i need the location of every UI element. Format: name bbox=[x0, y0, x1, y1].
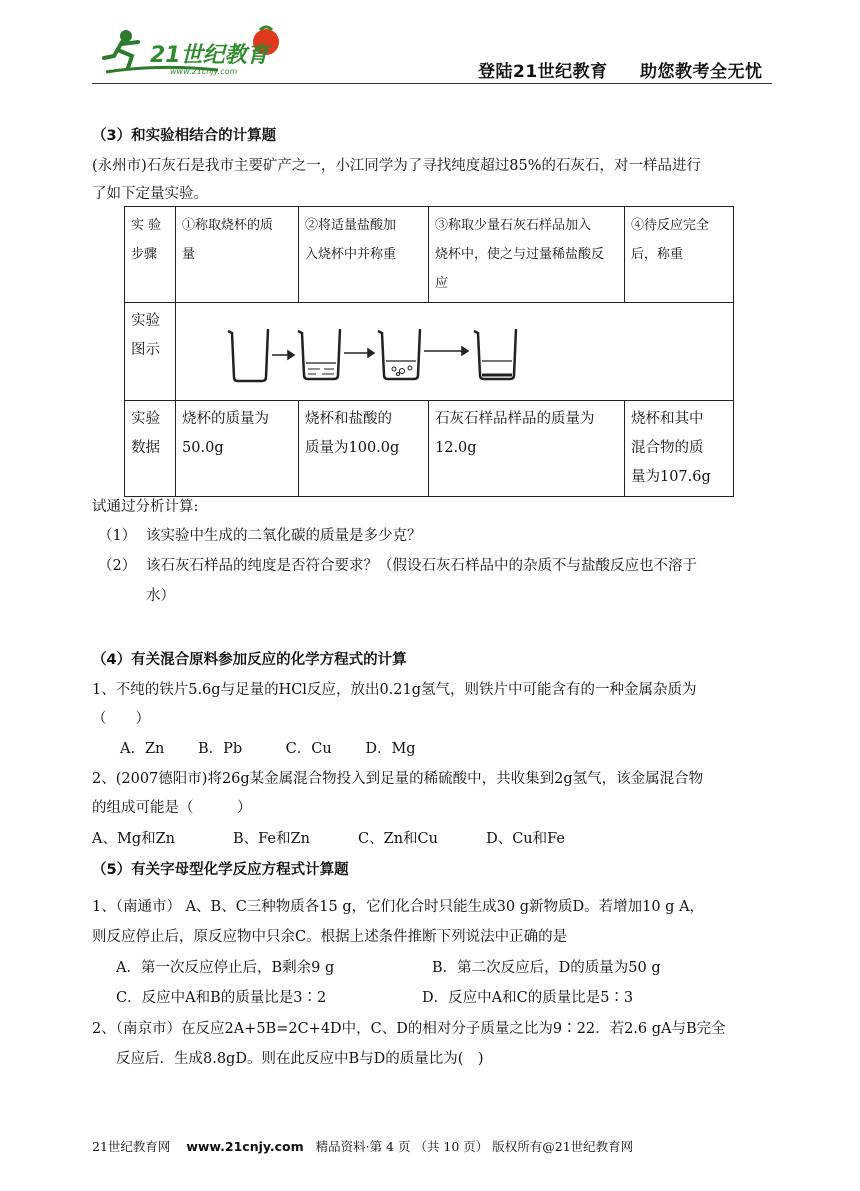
table-cell: 烧杯和其中 混合物的质 量为107.6g bbox=[624, 401, 733, 497]
s5-problem1-line1: 1、（南通市） A、B、C三种物质各15 g，它们化合时只能生成30 g新物质D。若增加10 g A， bbox=[92, 899, 705, 915]
s4-problem1-line2: （ ） bbox=[92, 711, 150, 727]
beaker-acid-icon bbox=[298, 329, 340, 379]
experiment-diagram bbox=[176, 303, 734, 401]
table-head-steps: 实 验 步骤 bbox=[125, 207, 176, 303]
q2-text: 该石灰石样品的纯度是否符合要求？（假设石灰石样品中的杂质不与盐酸反应也不溶于 bbox=[146, 558, 697, 574]
s5-option-a: A．第一次反应停止后，B剩余9 g bbox=[116, 960, 335, 976]
table-cell: 烧杯的质量为 50.0g bbox=[176, 401, 299, 497]
page-footer bbox=[92, 1137, 633, 1155]
section4-heading: （4）有关混合原料参加反应的化学方程式的计算 bbox=[92, 652, 407, 668]
arrow-icon bbox=[424, 347, 468, 355]
s5-option-c: C．反应中A和B的质量比是3∶2 bbox=[116, 990, 327, 1006]
beaker-final-icon bbox=[474, 329, 516, 379]
footer-site: 21世纪教育网 bbox=[92, 1139, 171, 1154]
table-row-data bbox=[125, 401, 734, 497]
s4-problem2-options: A、Mg和Zn B、Fe和Zn C、Zn和Cu D、Cu和Fe bbox=[92, 831, 565, 847]
logo-text: 21世纪教育 bbox=[150, 43, 269, 68]
s4-problem1-options: A．Zn B．Pb C．Cu D．Mg bbox=[120, 741, 416, 757]
beaker-empty-icon bbox=[228, 329, 268, 381]
section5-heading: （5）有关字母型化学反应方程式计算题 bbox=[92, 862, 349, 878]
table-cell: ③称取少量石灰石样品加入 烧杯中，使之与过量稀盐酸反 应 bbox=[429, 207, 625, 303]
experiment-table bbox=[124, 206, 734, 497]
table-cell: 烧杯和盐酸的 质量为100.0g bbox=[299, 401, 429, 497]
footer-page-info: 精品资料·第 4 页 （共 10 页） 版权所有@21世纪教育网 bbox=[315, 1139, 634, 1154]
arrow-icon bbox=[272, 351, 294, 359]
s4-problem2-line1: 2、(2007德阳市)将26g某金属混合物投入到足量的稀硫酸中，共收集到2g氢气，该金属混合物 bbox=[92, 771, 704, 787]
header-site-label: 登陆21世纪教育 bbox=[478, 62, 608, 82]
table-cell: 石灰石样品样品的质量为 12.0g bbox=[429, 401, 625, 497]
header-slogan: 助您教考全无忧 bbox=[640, 62, 763, 82]
s5-option-b: B．第二次反应后，D的质量为50 g bbox=[432, 960, 661, 976]
site-logo bbox=[98, 20, 288, 80]
header-divider bbox=[92, 83, 772, 84]
s5-problem2-line2: 反应后．生成8.8gD。则在此反应中B与D的质量比为( ) bbox=[116, 1051, 484, 1067]
logo-url: www.21cnjy.com bbox=[170, 67, 238, 76]
section3-intro-line2: 了如下定量实验。 bbox=[92, 186, 208, 202]
s5-option-d: D．反应中A和C的质量比是5∶3 bbox=[422, 990, 634, 1006]
table-head-diagram: 实验 图示 bbox=[125, 303, 176, 401]
s5-problem1-line2: 则反应停止后，原反应物中只余C。根据上述条件推断下列说法中正确的是 bbox=[92, 929, 568, 945]
table-cell: ④待反应完全 后，称重 bbox=[624, 207, 733, 303]
table-cell: ②将适量盐酸加 入烧杯中并称重 bbox=[299, 207, 429, 303]
s4-problem2-line2: 的组成可能是（ ） bbox=[92, 800, 252, 816]
s4-problem1-line1: 1、不纯的铁片5.6g与足量的HCl反应，放出0.21g氢气，则铁片中可能含有的一种金属杂质为 bbox=[92, 682, 697, 698]
q2-number: （2） bbox=[98, 558, 137, 574]
arrow-icon bbox=[344, 349, 374, 357]
section3-heading: （3）和实验相结合的计算题 bbox=[92, 128, 277, 144]
table-head-data: 实验 数据 bbox=[125, 401, 176, 497]
section3-intro-line1: (永州市)石灰石是我市主要矿产之一，小江同学为了寻找纯度超过85%的石灰石，对一样品进行 bbox=[92, 158, 702, 174]
table-row-steps bbox=[125, 207, 734, 303]
table-row-diagram bbox=[125, 303, 734, 401]
footer-url: www.21cnjy.com bbox=[186, 1139, 304, 1154]
q1-text: 该实验中生成的二氧化碳的质量是多少克？ bbox=[146, 528, 422, 544]
s5-problem2-line1: 2、（南京市）在反应2A+5B=2C+4D中，C、D的相对分子质量之比为9∶22．若2.6 gA与B完全 bbox=[92, 1021, 726, 1037]
table-cell: ①称取烧杯的质 量 bbox=[176, 207, 299, 303]
section3-prompt: 试通过分析计算: bbox=[92, 499, 199, 515]
beaker-reaction-icon bbox=[378, 329, 420, 379]
q2-text-cont: 水） bbox=[146, 588, 175, 604]
q1-number: （1） bbox=[98, 528, 137, 544]
